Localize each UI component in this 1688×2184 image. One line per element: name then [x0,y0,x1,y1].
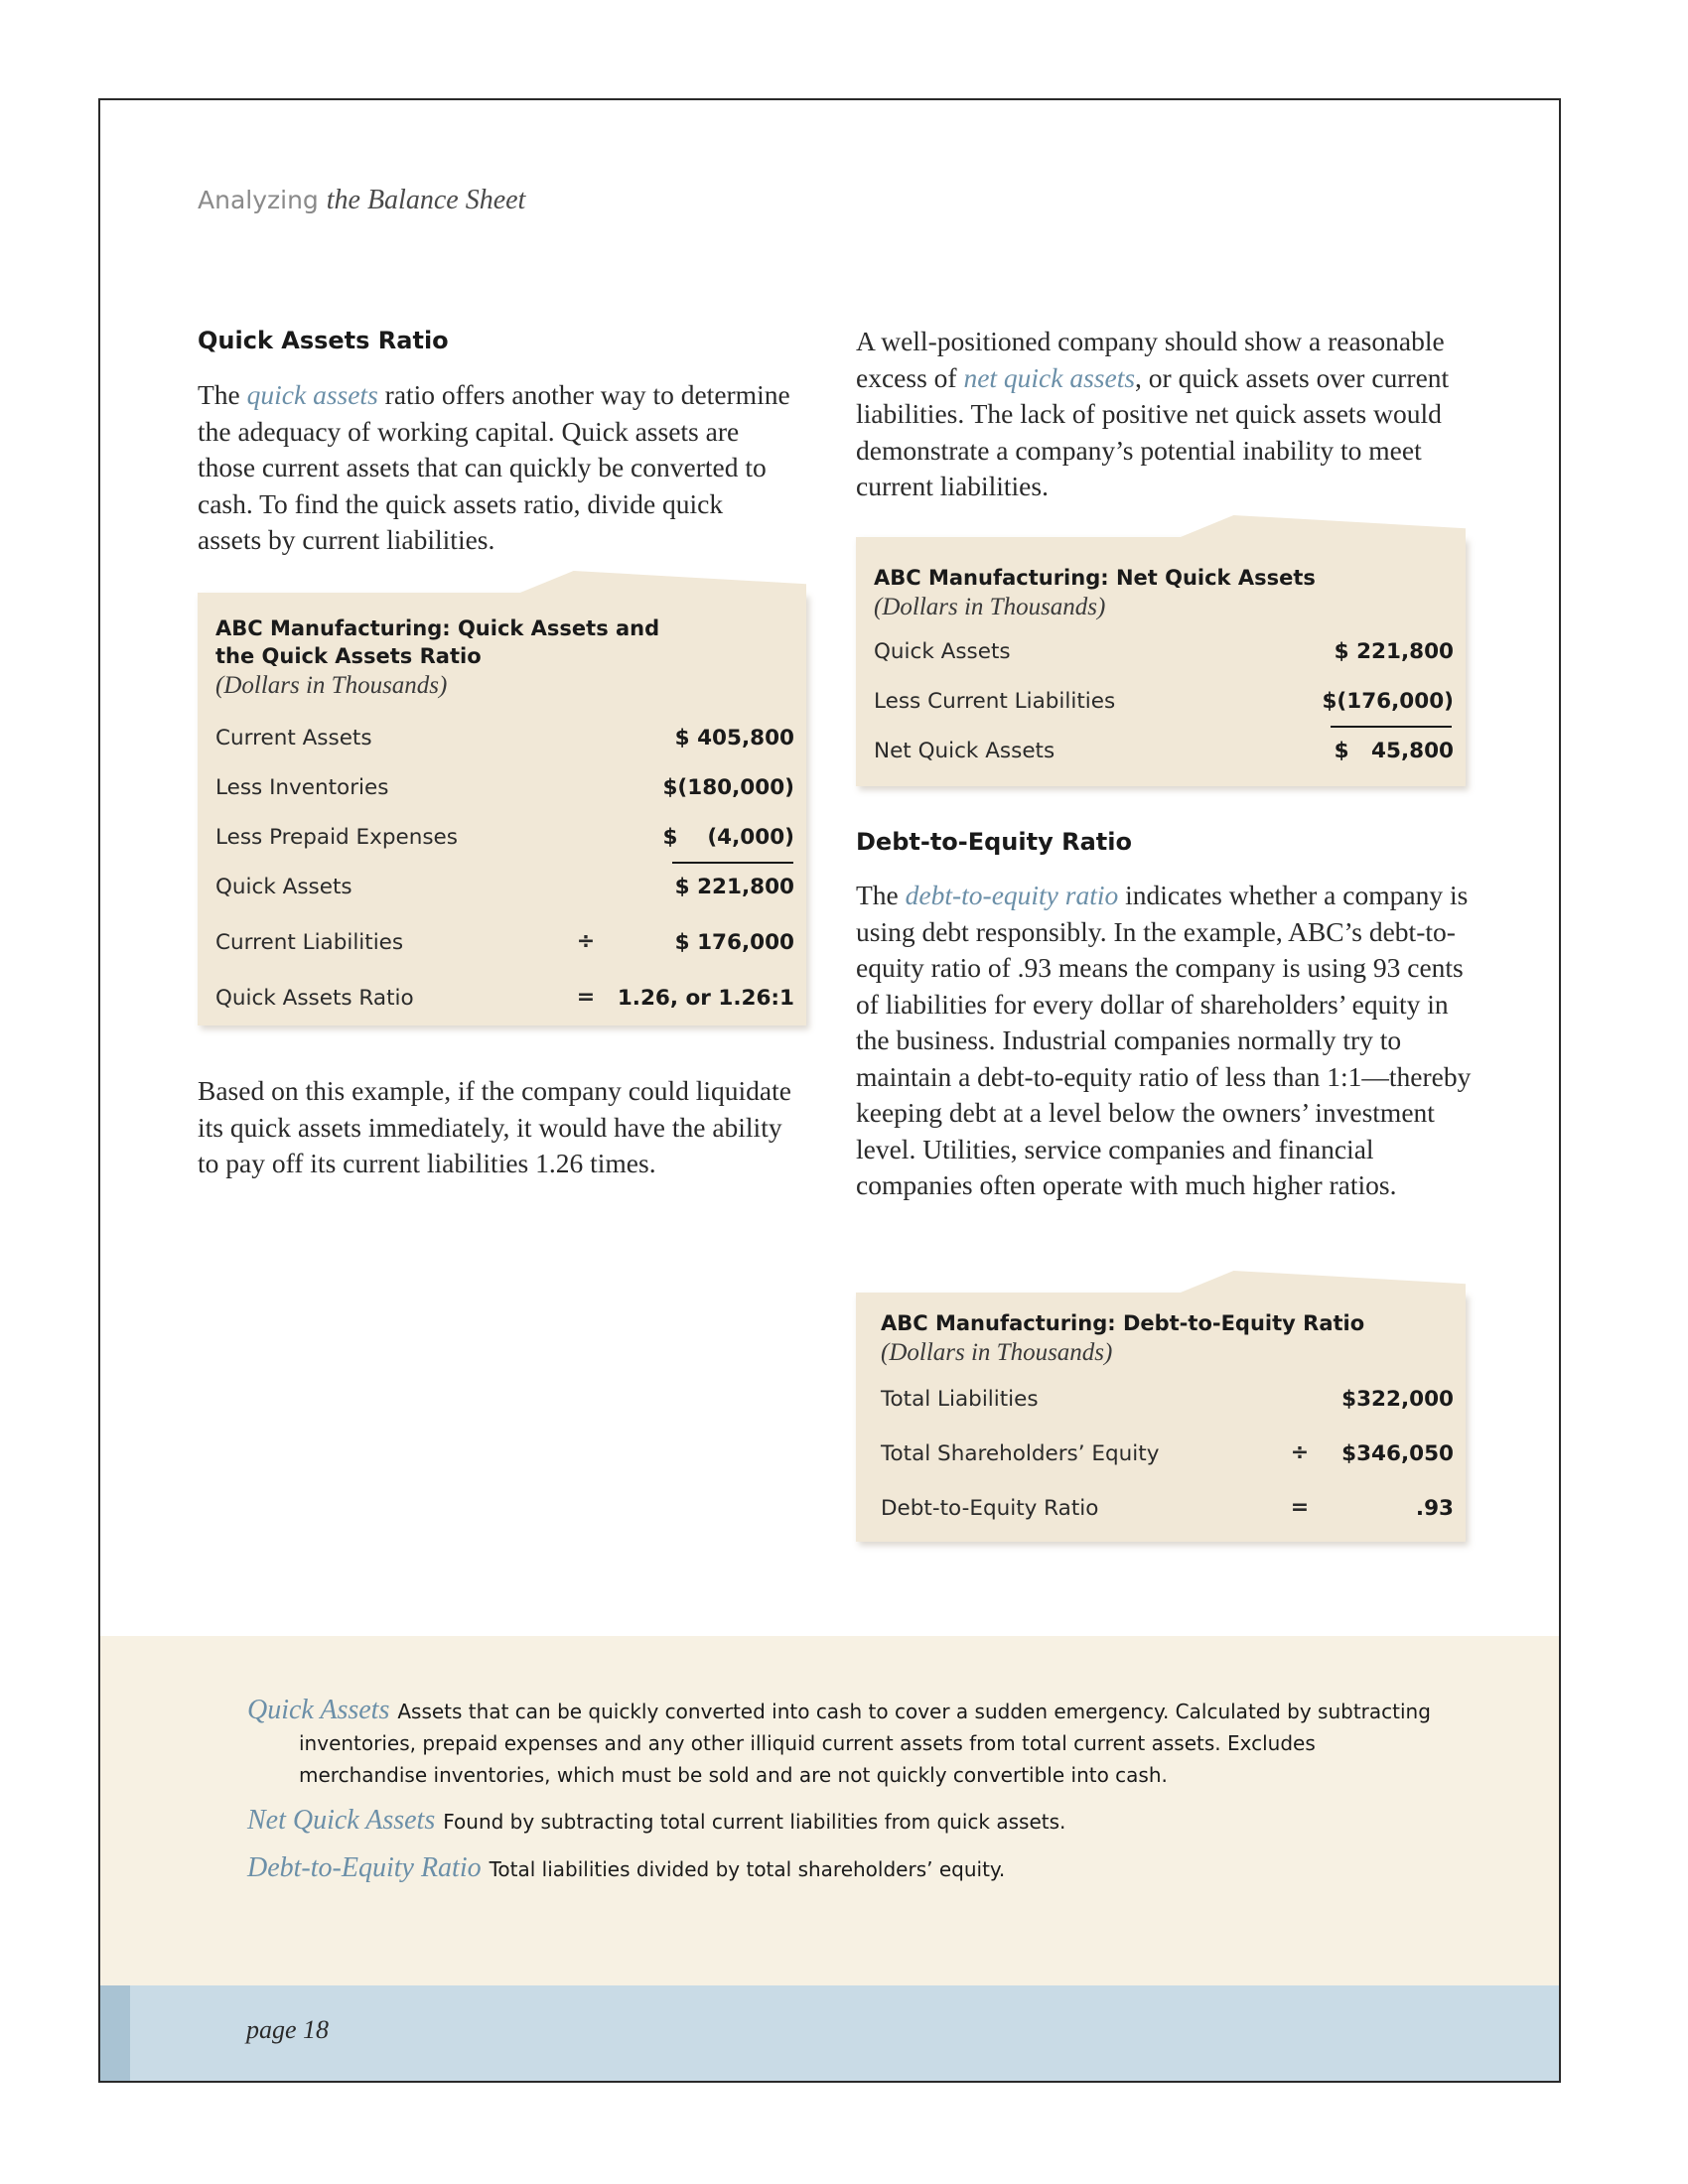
quick-assets-table-title-line2: the Quick Assets Ratio [215,644,482,668]
debt-equity-heading: Debt-to-Equity Ratio [856,828,1132,856]
table-row-label: Total Shareholders’ Equity [881,1441,1160,1466]
table-row-value: $ (4,000) [662,825,794,850]
table-row-value: $346,050 [1341,1441,1454,1466]
table-row-value: $322,000 [1341,1387,1454,1412]
quick-assets-paragraph [198,377,793,559]
table-row-value: $(180,000) [662,775,794,800]
net-quick-assets-table [856,537,1466,786]
quick-assets-table-title [215,614,772,670]
table-row-label: Quick Assets [215,875,352,899]
debt-equity-table [856,1293,1466,1542]
table-row-label: Quick Assets Ratio [215,986,414,1011]
net-quick-assets-para-before: A well-positioned company should show a reasonable excess of [856,326,1445,393]
footer-accent [100,1985,130,2081]
glossary-definition: Assets that can be quickly converted into cash to cover a sudden emergency. Calculated by subtracting inventories, prepaid expenses and any other illiquid current assets from total current assets. Excludes merchandise inventories, which must be sold and are not quickly convertible into cash. [299,1700,1431,1787]
table-row-value: $ 221,800 [674,875,794,899]
equals-operator: = [1290,1495,1310,1520]
equals-operator: = [576,985,596,1010]
running-head-title: the Balance Sheet [326,185,526,215]
glossary-term: Net Quick Assets [247,1805,436,1836]
table-row-label: Current Assets [215,726,372,751]
table-row-label: Less Prepaid Expenses [215,825,458,850]
glossary-definition: Found by subtracting total current liabilities from quick assets. [443,1810,1066,1834]
table-row-value: $(176,000) [1322,689,1454,714]
quick-assets-table-title-line1: ABC Manufacturing: Quick Assets and [215,616,660,640]
divide-operator: ÷ [1290,1440,1310,1465]
table-row-value: $ 405,800 [674,726,794,751]
page-number: page 18 [246,2015,330,2044]
debt-equity-table-subtitle: (Dollars in Thousands) [881,1339,1113,1366]
glossary-entry [247,1852,1389,1885]
glossary-entry [247,1805,1389,1838]
table-row-label: Debt-to-Equity Ratio [881,1496,1099,1521]
net-quick-assets-para-after: , or quick assets over current liabilities. The lack of positive net quick assets would demonstrate a company’s potential inability to meet current liabilities. [856,361,1450,501]
table-row-value: $ 221,800 [1334,639,1454,664]
quick-assets-heading: Quick Assets Ratio [198,327,449,354]
running-head-prefix: Analyzing [198,186,319,214]
table-row-label: Less Current Liabilities [874,689,1116,714]
glossary-term: Quick Assets [247,1695,390,1725]
table-row-label: Current Liabilities [215,930,404,955]
table-row-label: Quick Assets [874,639,1011,664]
quick-assets-conclusion: Based on this example, if the company could liquidate its quick assets immediately, it would have the ability to pay off its current liabilities 1.26 times. [198,1075,791,1178]
table-row-value: .93 [1415,1496,1454,1521]
subtotal-rule [672,862,793,864]
net-quick-assets-table-subtitle: (Dollars in Thousands) [874,594,1106,620]
quick-assets-para-before: The [198,379,247,410]
quick-assets-para-after: ratio offers another way to determine the adequacy of working capital. Quick assets are those current assets that can quickly be converted to cash. To find the quick assets ratio, divide quick assets by current liabilities. [198,379,790,555]
quick-assets-table-subtitle: (Dollars in Thousands) [215,672,448,699]
debt-equity-term: debt-to-equity ratio [905,880,1119,910]
subtotal-rule [1331,726,1452,728]
quick-assets-term: quick assets [246,379,378,410]
table-row-label: Net Quick Assets [874,739,1055,763]
net-quick-assets-table-title: ABC Manufacturing: Net Quick Assets [874,566,1316,590]
glossary-definition: Total liabilities divided by total shareholders’ equity. [489,1857,1006,1881]
glossary-term: Debt-to-Equity Ratio [247,1852,482,1883]
net-quick-assets-paragraph [856,324,1452,505]
table-row-value: $ 45,800 [1334,739,1454,763]
debt-equity-table-title: ABC Manufacturing: Debt-to-Equity Ratio [881,1311,1365,1335]
quick-assets-table [198,593,806,1025]
table-row-label: Less Inventories [215,775,389,800]
divide-operator: ÷ [576,929,596,954]
table-row-value: 1.26, or 1.26:1 [617,986,794,1011]
table-row-label: Total Liabilities [881,1387,1039,1412]
glossary-entry [247,1695,1441,1791]
table-row-value: $ 176,000 [674,930,794,955]
running-head [198,185,525,216]
debt-equity-paragraph [856,878,1472,1204]
debt-equity-para-before: The [856,880,906,910]
debt-equity-para-after: indicates whether a company is using debt responsibly. In the example, ABC’s debt-to-equity ratio of .93 means the company is using 93 cents of liabilities for every dollar of shareholders’ equity in the business. Industrial companies normally try to maintain a debt-to-equity ratio of less than 1:1—thereby keeping debt at a level below the owners’ investment level. Utilities, service companies and financial companies often operate with much higher ratios. [856,880,1472,1200]
net-quick-assets-term: net quick assets [963,361,1136,393]
